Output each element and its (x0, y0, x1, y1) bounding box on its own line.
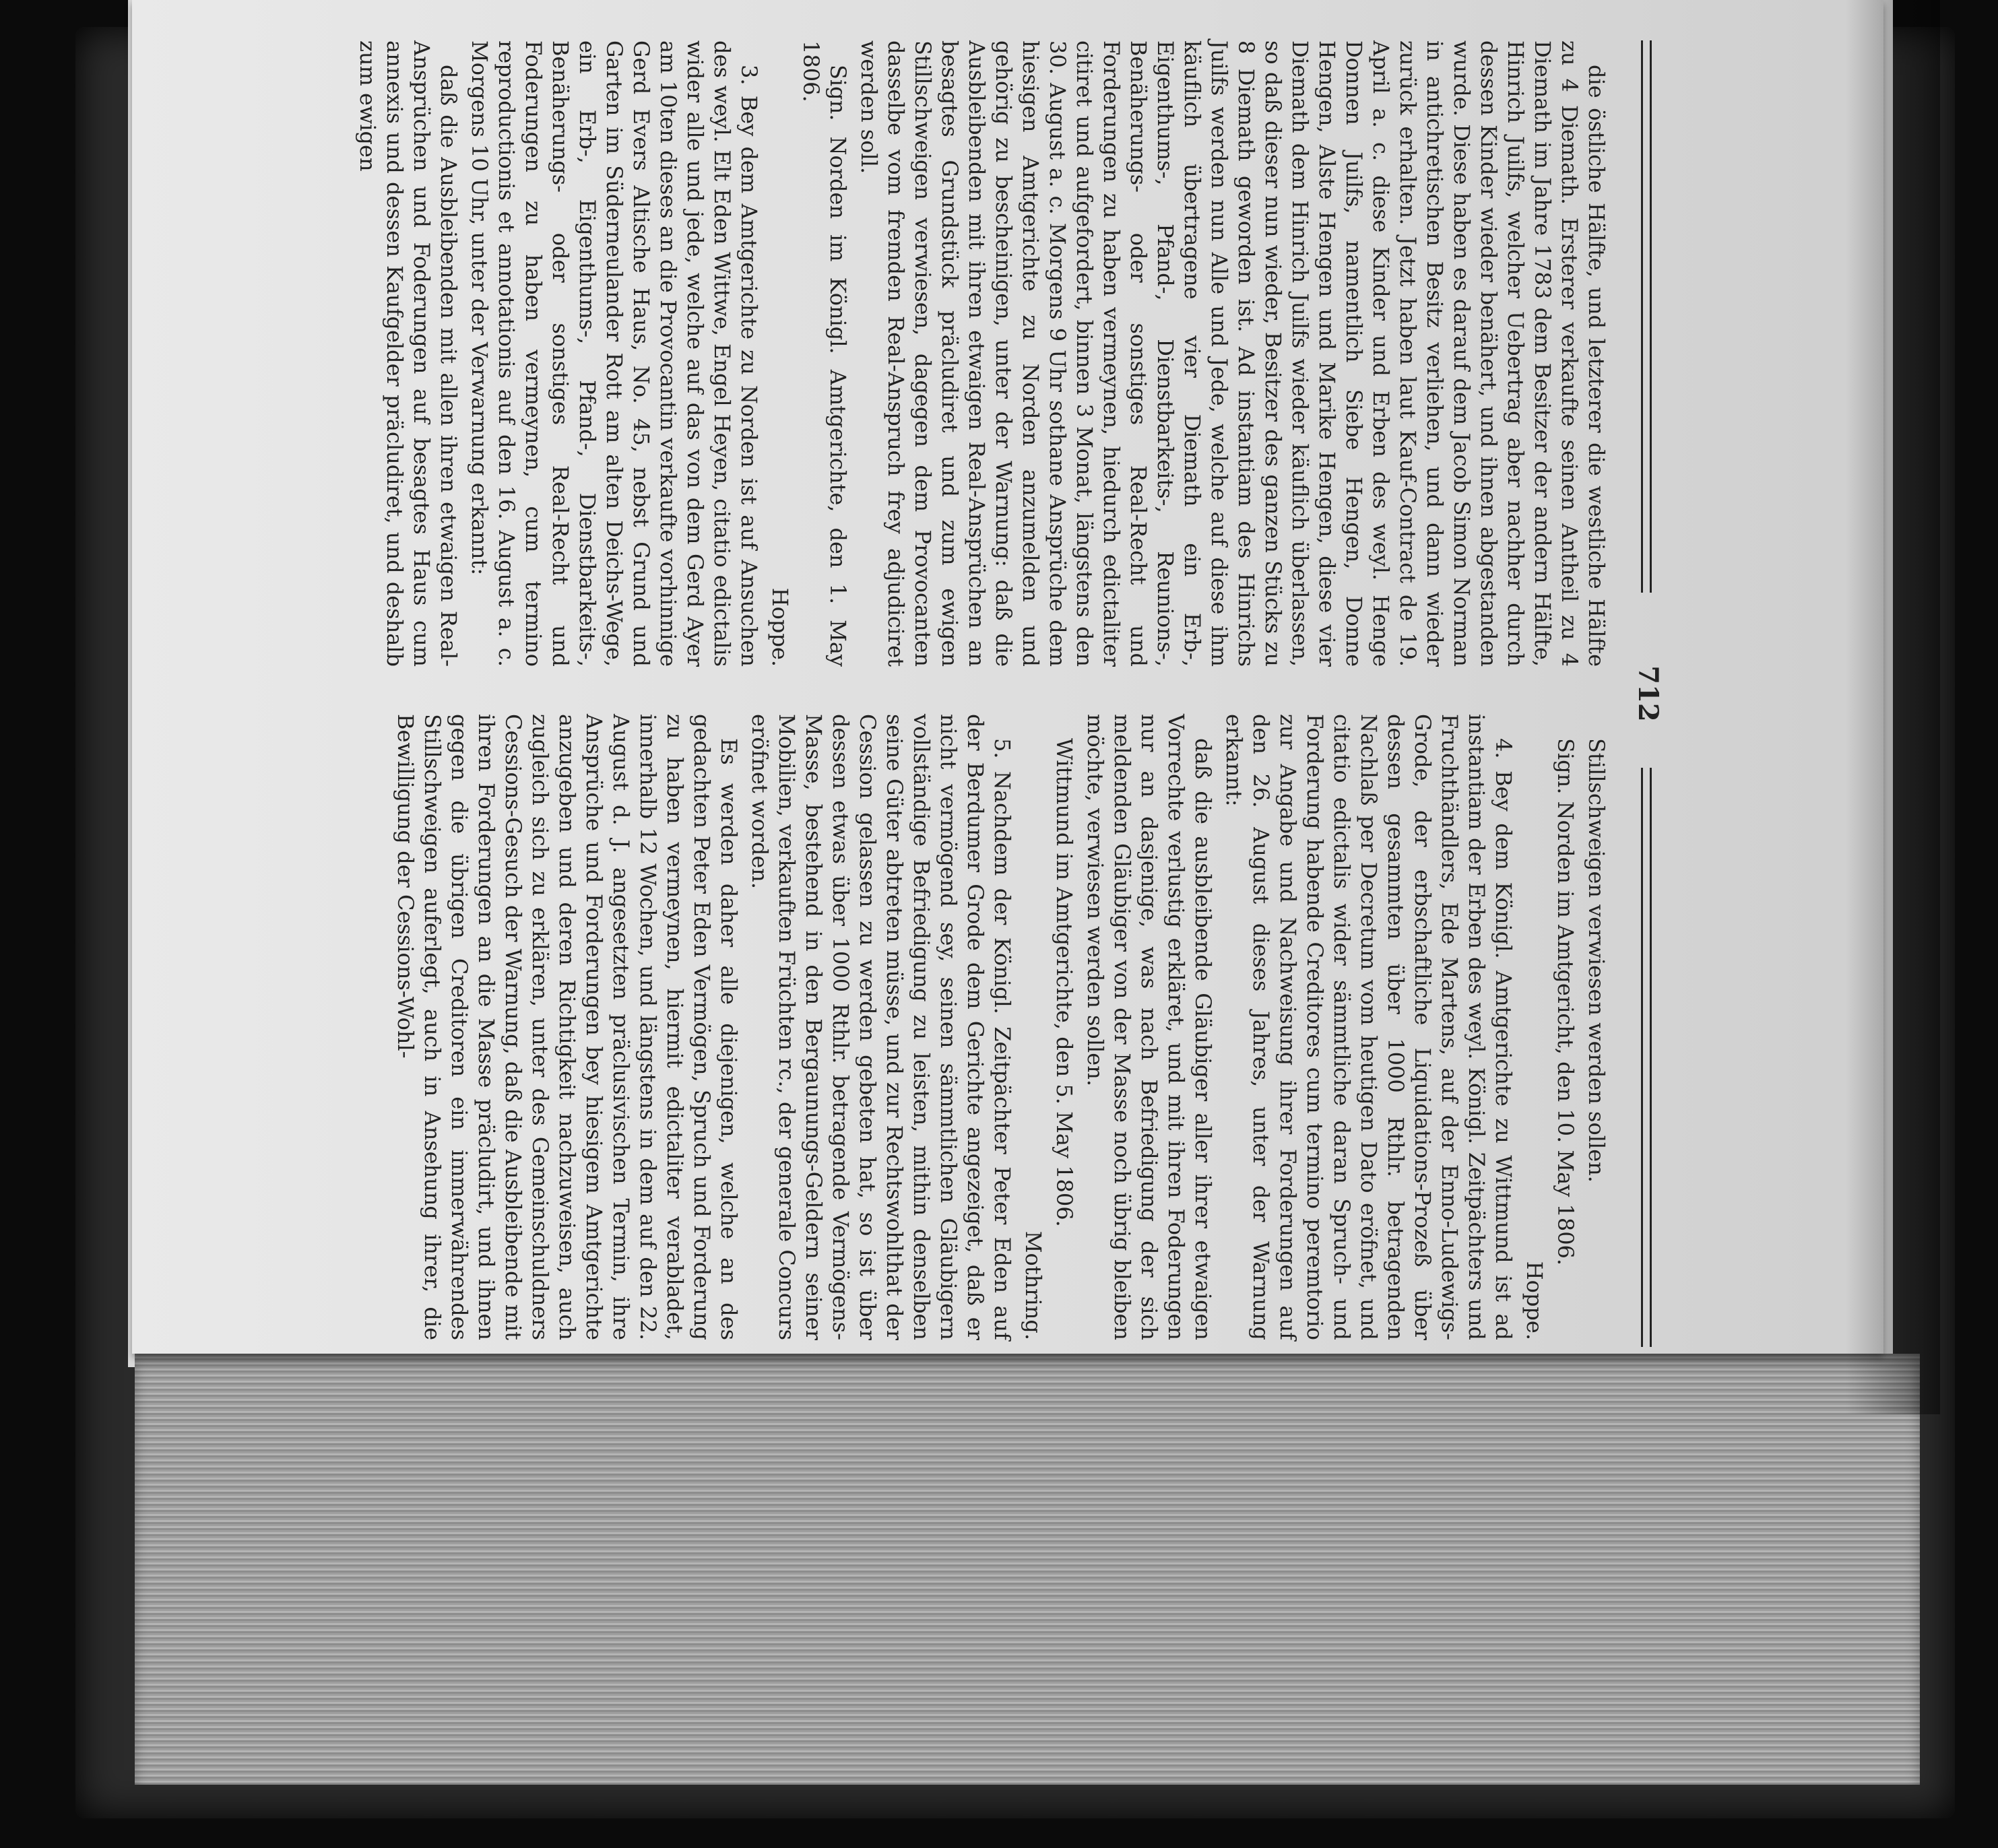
paragraph: 5. Nachdem der Königl. Zeitpächter Peter Eden auf der Berdumer Grode dem Gerichte angezeiget, daß er nicht vermögend sey, seinen sämmtlichen Gläubigern vollständige Befriedigung zu leisten, mithin denselben seine Güter abtreten müsse, und zur Rechtswohlthat der Cession gelassen zu werden gebeten hat, so ist über dessen etwas über 1000 Rthlr. betragende Vermögens-Masse, bestehend in den Bergaunungs-Geldern seiner Mobilien, verkauften Früchten rc., der generale Concurs eröfnet worden. (747, 714, 1015, 1340)
paragraph: Wittmund im Amtgerichte, den 5. May 1806. (1052, 738, 1077, 1227)
paragraph: Es werden daher alle diejenigen, welche an des gedachten Peter Eden Vermögen, Spruch und Forderung zu haben vermeynen, hiermit edictaliter verabladet, innerhalb 12 Wochen, und längstens in dem auf den 22. August d. J. angesetzten präclusivischen Termin, ihre Ansprüche und Forderungen bey hiesigem Amtgerichte anzugeben und deren Richtigkeit nachzuweisen, auch zugleich sich zu erklären, unter des Gemeinschuldners Cessions-Gesuch der Warnung, daß die Ausbleibende mit ihren Forderungen an die Masse präcludirt, und ihnen gegen die übrigen Creditoren ein immerwährendes Stillschweigen auferlegt, auch in Ansehung ihrer, die Bewilligung der Cessions-Wohl- (393, 714, 742, 1340)
right-text-column (388, 714, 1610, 1340)
paragraph: Mothring. (1021, 1230, 1046, 1340)
page-content-rotated (296, 40, 1711, 1347)
page-number: 712 (1632, 665, 1664, 722)
paragraph: die östliche Hälfte, und letzterer die westliche Hälfte zu 4 Diemath. Ersterer verkaufte seinen Antheil zu 4 Diemath im Jahre 1783 dem Besitzer der andern Hälfte, Hinrich Juilfs, welcher Uebertrag aber nachher durch dessen Kinder wieder benähert, und ihnen abgestanden wurde. Diese haben es darauf dem Jacob Simon Norman in antichretischen Besitz verliehen, und dann wieder zurück erhalten. Jetzt haben laut Kauf-Contract de 19. April a. c. diese Kinder und Erben des weyl. Henge Donnen Juilfs, namentlich Siebe Hengen, Donne Hengen, Alste Hengen und Marike Hengen, diese vier Diemath dem Hinrich Juilfs wieder käuflich überlassen, so daß dieser nun wieder, Besitzer des ganzen Stücks zu 8 Diemath geworden ist. Ad instantiam des Hinrichs Juilfs werden nun Alle und Jede, welche auf diese ihm käuflich übertragene vier Diemath ein Erb-, Eigenthums-, Pfand-, Dienstbarkeits-, Reunions-, Benäherungs- oder sonstiges Real-Recht und Forderungen zu haben vermeynen, hiedurch edictaliter citiret und aufgefordert, binnen 3 Monat, längstens den 30. August a. c. Morgens 9 Uhr sothane Ansprüche dem hiesigen Amtgerichte zu Norden anzumelden und gehörig zu bescheinigen, unter der Warnung: daß die Ausbleibenden mit ihren etwaigen Real-Ansprüchen an besagtes Grundstück präcludiret und zum ewigen Stillschweigen verwiesen, dagegen dem Provocanten dasselbe vom fremden Real-Anspruch frey adjudiciret werden soll. (856, 40, 1609, 667)
left-text-column (350, 40, 1610, 667)
paragraph: Sign. Norden im Amtgericht, den 10. May 1806. (1553, 738, 1578, 1266)
paragraph: daß die Ausbleibenden mit allen ihren etwaigen Real-Ansprüchen und Foderungen auf besagtes Haus cum annexis und dessen Kaufgelder präcludiret, und deshalb zum ewigen (355, 40, 461, 667)
paragraph: Hoppe. (1522, 1261, 1547, 1340)
paragraph: 4. Bey dem Königl. Amtgerichte zu Wittmund ist ad instantiam der Erben des weyl. Königl. Zeitpächters und Fruchthändlers, Ede Martens, auf der Enno-Ludewigs-Grode, der erbschaftliche Liquidations-Prozeß über dessen gesammten über 1000 Rthlr. betragenden Nachlaß per Decretum vom heutigen Dato eröfnet, und citatio edictalis wider sämmtliche daran Spruch- und Forderung habende Creditores cum termino peremtorio zur Angabe und Nachweisung ihrer Forderungen auf den 26. August dieses Jahres, unter der Warnung erkannt: (1221, 714, 1516, 1340)
page-header (1630, 40, 1664, 1347)
paragraph: Stillschweigen verwiesen werden sollen. (1584, 738, 1609, 1183)
paragraph: Hoppe. (767, 587, 793, 667)
paragraph: daß die ausbleibende Gläubiger aller ihrer etwaigen Vorrechte verlustig erkläret, und mit ihren Foderungen nur an dasjenige, was nach Befriedigung der sich meldenden Gläubiger von der Masse noch übrig bleiben möchte, verwiesen werden sollen. (1083, 714, 1216, 1340)
paragraph: Sign. Norden im Königl. Amtgerichte, den 1. May 1806. (798, 40, 851, 667)
header-rule-left (1641, 40, 1652, 593)
header-rule-right (1641, 768, 1652, 1347)
page-edges (135, 1354, 1920, 1785)
spine-shadow (1846, 0, 1940, 1414)
paragraph: 3. Bey dem Amtgerichte zu Norden ist auf Ansuchen des weyl. Elt Eden Wittwe, Engel Heyen, citatio edictalis wider alle und jede, welche auf das von dem Gerd Ayer am 10ten dieses an die Provocantin verkaufte vorhinnige Gerd Evers Altische Haus, No. 45, nebst Grund und Garten im Süderneulander Rott am alten Deichs-Wege, ein Erb-, Eigenthums-, Pfand-, Dienstbarkeits-, Benäherungs- oder sonstiges Real-Recht und Foderungen zu haben vermeynen, cum termino reproductionis et annotationis auf den 16. August a. c. Morgens 10 Uhr, unter der Verwarnung erkannt: (467, 40, 762, 667)
